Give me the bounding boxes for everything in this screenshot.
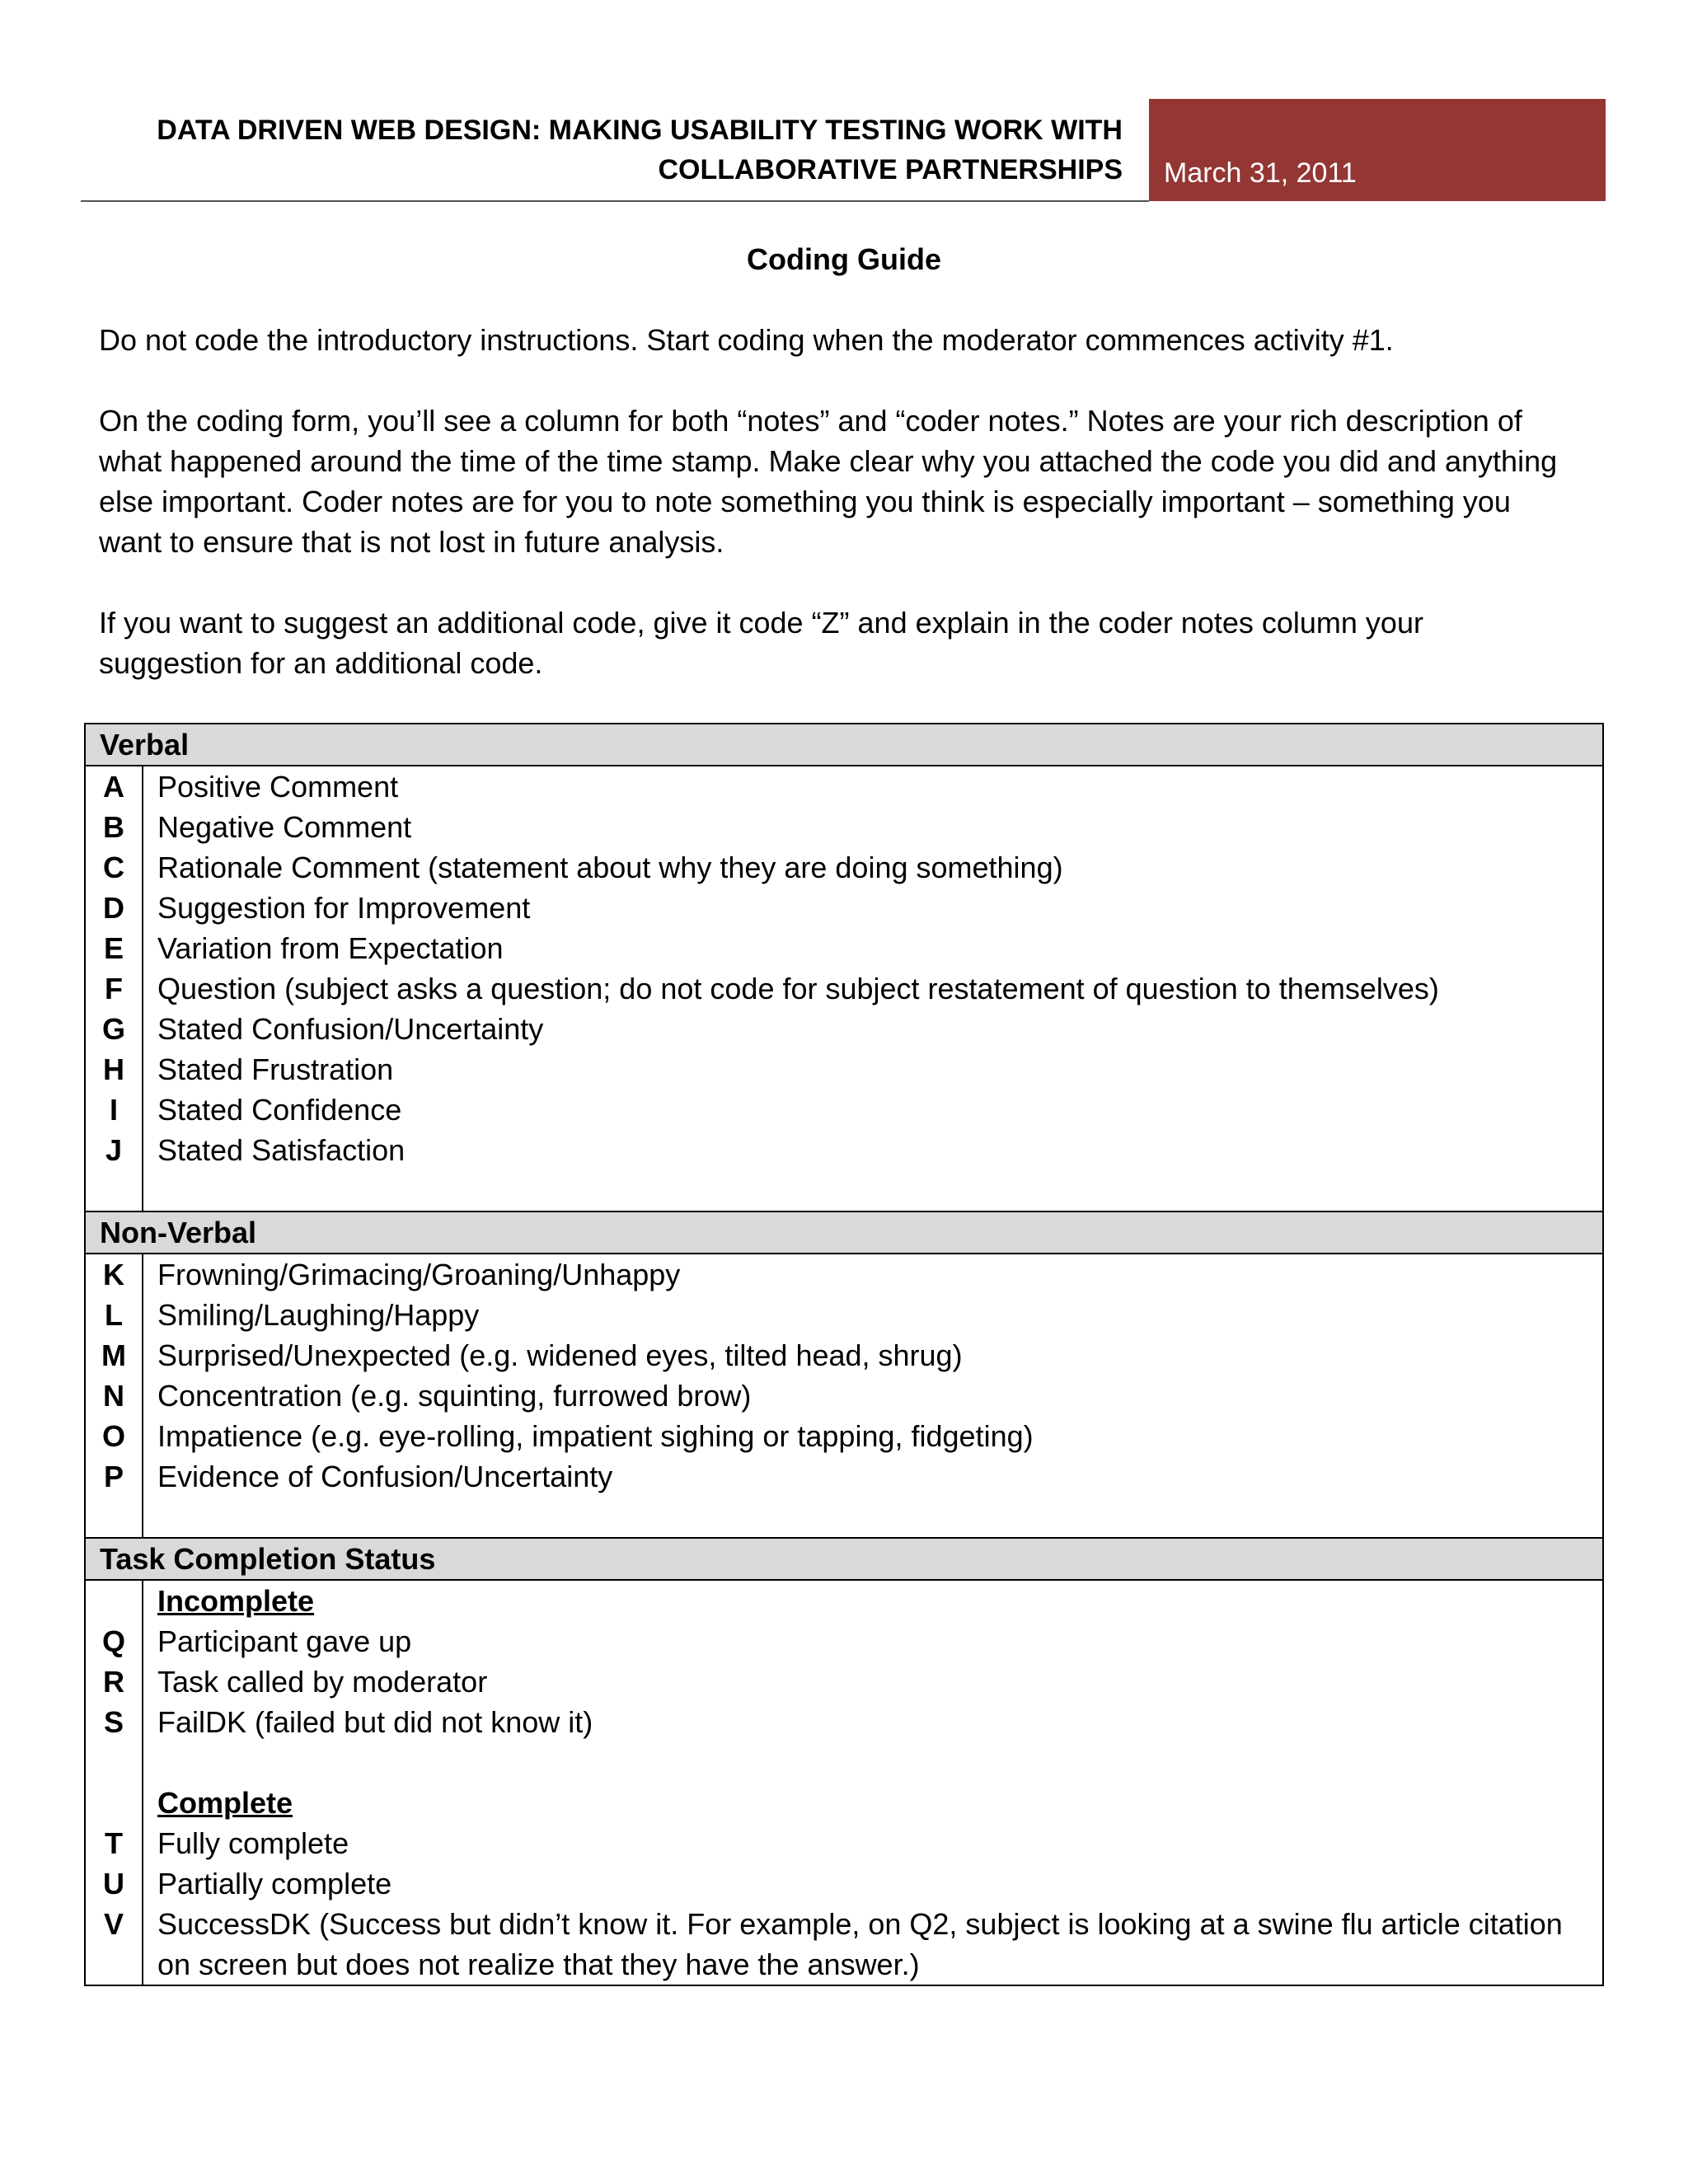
section-body-task-completion (86, 1581, 1602, 1985)
code-letter: E (103, 931, 124, 965)
code-description: Smiling/Laughing/Happy (157, 1298, 480, 1332)
code-letter: M (101, 1338, 126, 1372)
header-title-line2: COLLABORATIVE PARTNERSHIPS (658, 154, 1123, 185)
instruction-paragraph-3: If you want to suggest an additional code, give it code “Z” and explain in the coder notes column your suggestion for an additional code. (99, 606, 1423, 680)
code-letter: P (103, 1460, 124, 1493)
code-letter: S (103, 1705, 124, 1739)
code-description: SuccessDK (Success but didn’t know it. For example, on Q2, subject is looking at a swine flu article citation (157, 1907, 1563, 1941)
code-letter: A (103, 770, 124, 804)
code-letter: V (103, 1907, 124, 1941)
section-header-nonverbal: Non-Verbal (86, 1212, 1602, 1254)
code-letter: O (101, 1419, 125, 1453)
header-title-line1: DATA DRIVEN WEB DESIGN: MAKING USABILITY TESTING WORK WITH (157, 115, 1123, 146)
code-description: Suggestion for Improvement (157, 891, 531, 925)
code-letter: D (103, 891, 124, 925)
code-description-continuation: on screen but does not realize that they have the answer.) (157, 1947, 920, 1981)
code-description: Concentration (e.g. squinting, furrowed brow) (157, 1379, 752, 1413)
code-description: Stated Satisfaction (157, 1133, 406, 1167)
code-letter: J (105, 1133, 123, 1167)
code-description: Evidence of Confusion/Uncertainty (157, 1460, 613, 1493)
code-description: Variation from Expectation (157, 931, 504, 965)
code-letter: Q (101, 1624, 125, 1658)
section-header-task-completion: Task Completion Status (86, 1539, 1602, 1581)
code-description: Positive Comment (157, 770, 399, 804)
subheading-incomplete: Incomplete (157, 1584, 315, 1618)
header-date: March 31, 2011 (1149, 99, 1606, 201)
code-description: Participant gave up (157, 1624, 412, 1658)
description-column (143, 766, 1602, 1211)
code-letter: G (101, 1012, 125, 1046)
code-letter: C (103, 851, 124, 884)
code-letter: K (103, 1258, 124, 1291)
code-letter: H (103, 1052, 124, 1086)
code-description: Stated Confusion/Uncertainty (157, 1012, 544, 1046)
code-description: Negative Comment (157, 810, 412, 844)
code-description: Surprised/Unexpected (e.g. widened eyes, tilted head, shrug) (157, 1338, 963, 1372)
code-letter: F (105, 972, 123, 1005)
code-description: Question (subject asks a question; do not code for subject restatement of question to themselves) (157, 972, 1439, 1005)
code-letter: N (103, 1379, 124, 1413)
page-header (81, 99, 1606, 201)
subheading-complete: Complete (157, 1786, 293, 1820)
page-title: Coding Guide (747, 242, 941, 276)
code-column (86, 1581, 143, 1985)
code-letter: T (105, 1826, 123, 1860)
header-title (81, 99, 1141, 201)
code-letter: R (103, 1665, 124, 1699)
section-header-verbal: Verbal (86, 724, 1602, 766)
instruction-paragraph-1: Do not code the introductory instructions. Start coding when the moderator commences activity #1. (99, 323, 1394, 357)
code-description: Stated Confidence (157, 1093, 402, 1127)
code-description: Rationale Comment (statement about why they are doing something) (157, 851, 1063, 884)
description-column (143, 1581, 1602, 1985)
code-description: FailDK (failed but did not know it) (157, 1705, 593, 1739)
code-column (86, 766, 143, 1211)
code-description: Stated Frustration (157, 1052, 394, 1086)
code-column (86, 1254, 143, 1537)
instruction-paragraph-2: On the coding form, you’ll see a column for both “notes” and “coder notes.” Notes are your rich description of what happened around the time of the time stamp. Make clear why you attached the code you did and anything else important. Coder notes are for you to note something you think is especially important – something you want to ensure that is not lost in future analysis. (99, 404, 1558, 559)
code-description: Frowning/Grimacing/Groaning/Unhappy (157, 1258, 681, 1291)
code-description: Fully complete (157, 1826, 349, 1860)
code-letter: L (105, 1298, 123, 1332)
code-letter: B (103, 810, 124, 844)
code-letter: I (109, 1093, 118, 1127)
code-description: Task called by moderator (157, 1665, 488, 1699)
code-description: Impatience (e.g. eye-rolling, impatient sighing or tapping, fidgeting) (157, 1419, 1034, 1453)
section-body-verbal (86, 766, 1602, 1212)
coding-table (84, 723, 1604, 1986)
code-letter: U (103, 1867, 124, 1900)
header-divider (81, 200, 1149, 202)
section-body-nonverbal (86, 1254, 1602, 1539)
code-description: Partially complete (157, 1867, 392, 1900)
description-column (143, 1254, 1602, 1537)
